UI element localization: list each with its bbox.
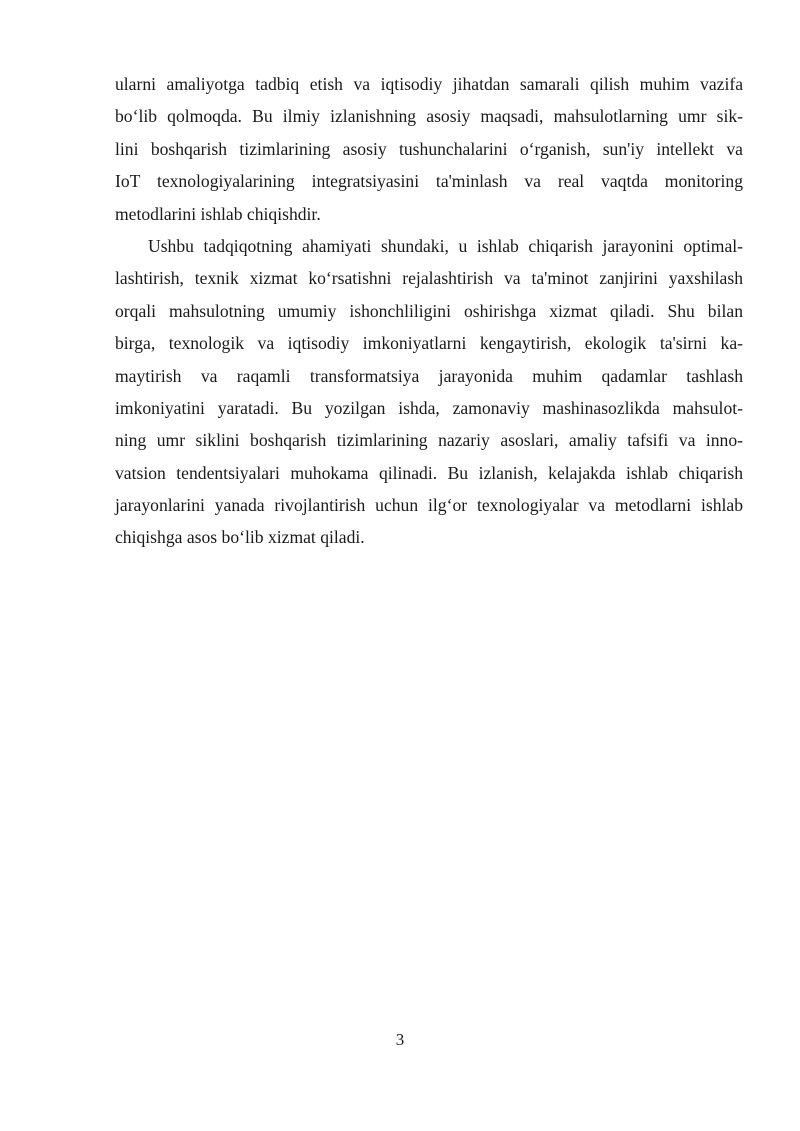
text-line: jarayonlarini yanada rivojlantirish uchun ilg‘or texnologiyalar va metodlarni ishlab [115, 495, 743, 516]
text-line: ning umr siklini boshqarish tizimlarining nazariy asoslari, amaliy tafsifi va inno- [115, 430, 743, 451]
text-line: orqali mahsulotning umumiy ishonchliligini oshirishga xizmat qiladi. Shu bilan [115, 300, 743, 321]
text-line: lashtirish, texnik xizmat ko‘rsatishni rejalashtirish va ta'minot zanjirini yaxshilash [115, 268, 743, 289]
page-number: 3 [395, 1030, 405, 1049]
paragraph-2 [115, 230, 743, 554]
text-line: vatsion tendentsiyalari muhokama qilinadi. Bu izlanish, kelajakda ishlab chiqarish [115, 462, 743, 483]
text-line: maytirish va raqamli transformatsiya jarayonida muhim qadamlar tashlash [115, 365, 743, 386]
text-line: bo‘lib qolmoqda. Bu ilmiy izlanishning asosiy maqsadi, mahsulotlarning umr sik- [115, 106, 743, 127]
text-line: ularni amaliyotga tadbiq etish va iqtisodiy jihatdan samarali qilish muhim vazifa [115, 74, 743, 94]
text-line: birga, texnologik va iqtisodiy imkoniyatlarni kengaytirish, ekologik ta'sirni ka- [115, 333, 743, 354]
text-line: lini boshqarish tizimlarining asosiy tushunchalarini o‘rganish, sun'iy intellekt va [115, 138, 743, 159]
text-line: imkoniyatini yaratadi. Bu yozilgan ishda, zamonaviy mashinasozlikda mahsulot- [115, 397, 743, 418]
text-line: Ushbu tadqiqotning ahamiyati shundaki, u ishlab chiqarish jarayonini optimal- [148, 235, 743, 256]
text-line: IoT texnologiyalarining integratsiyasini ta'minlash va real vaqtda monitoring [115, 171, 743, 192]
text-line: chiqishga asos bo‘lib xizmat qiladi. [115, 527, 365, 548]
paragraph-1 [115, 68, 743, 230]
document-body [115, 68, 743, 554]
text-line: metodlarini ishlab chiqishdir. [115, 203, 321, 224]
